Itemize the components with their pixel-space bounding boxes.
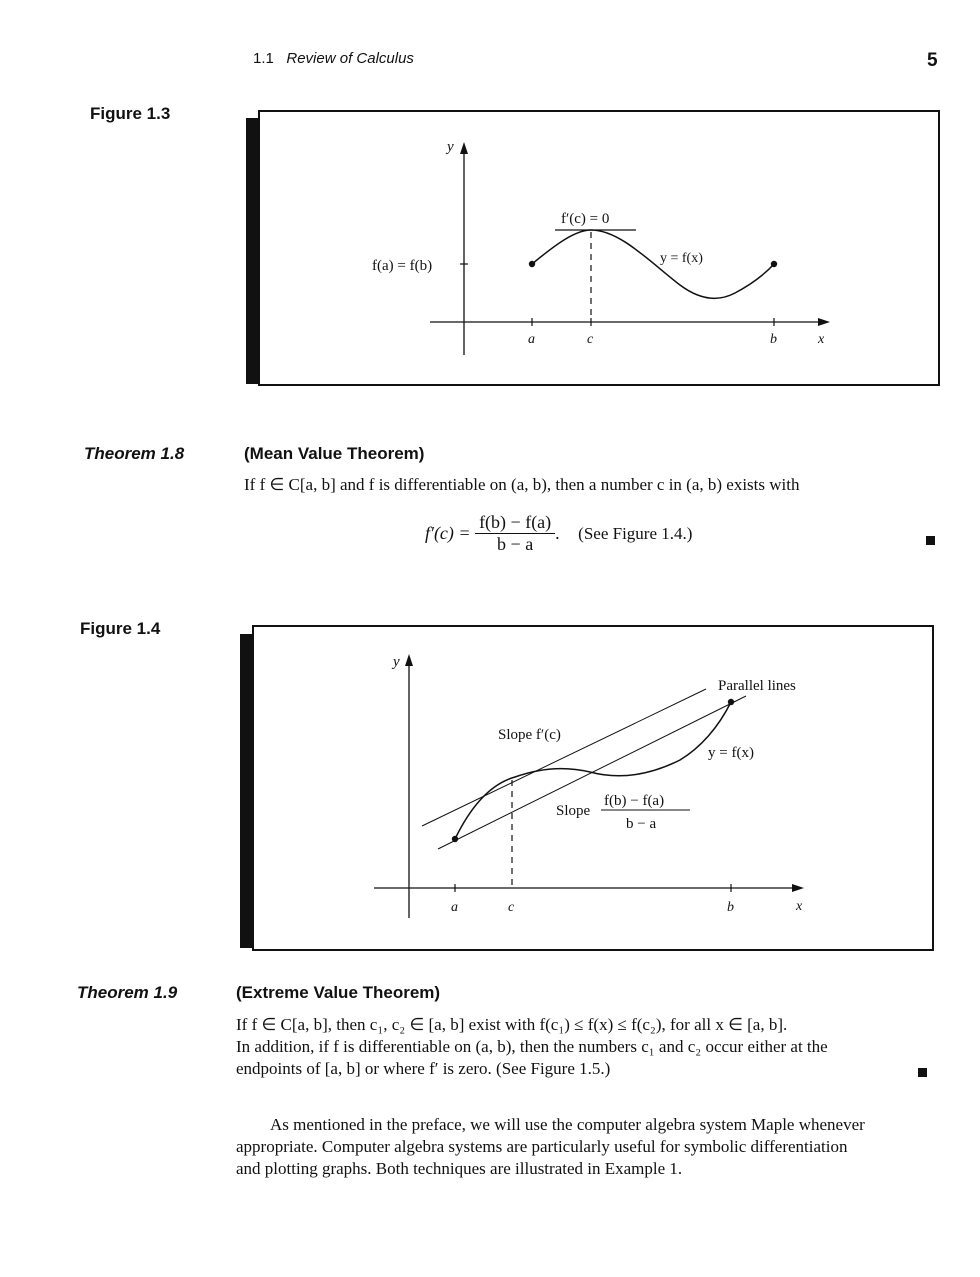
theorem-1-9-label: Theorem 1.9	[77, 983, 178, 1002]
mean-value-equation	[425, 512, 692, 555]
paragraph-line-1: As mentioned in the preface, we will use the computer algebra system Maple whenever	[270, 1115, 865, 1134]
section-title: Review of Calculus	[286, 50, 414, 67]
equation-dot: .	[555, 523, 560, 543]
section-number: 1.1	[253, 50, 274, 67]
equation-figure-ref: (See Figure 1.4.)	[578, 523, 693, 543]
tangent-label: f′(c) = 0	[561, 211, 610, 227]
figure-1-3-graph	[0, 0, 980, 400]
theorem-1-8-statement: If f ∈ C[a, b] and f is differentiable on (a, b), then a number c in (a, b) exists with	[244, 475, 800, 494]
slope-denominator: b − a	[626, 816, 657, 832]
figure-1-4-label: Figure 1.4	[80, 619, 161, 638]
equation-numerator: f(b) − f(a)	[475, 512, 555, 534]
x-axis-label: x	[796, 899, 803, 914]
y-axis-label: y	[447, 139, 454, 155]
tick-c-label: c	[508, 900, 515, 915]
theorem-1-9-line-1: If f ∈ C[a, b], then c₁, c₂ ∈ [a, b] exist with f(c₁) ≤ f(x) ≤ f(c₂), for all x ∈ [a, b].	[236, 1015, 788, 1034]
y-axis-label: y	[393, 654, 400, 670]
figure-1-3-label: Figure 1.3	[90, 104, 171, 123]
parallel-lines-label: Parallel lines	[718, 678, 796, 694]
theorem-1-9-title: (Extreme Value Theorem)	[236, 983, 441, 1002]
tick-a-label: a	[451, 900, 458, 915]
theorem-1-9-line-2: In addition, if f is differentiable on (a, b), then the numbers c₁ and c₂ occur either at the	[236, 1037, 828, 1056]
qed-square	[926, 536, 935, 545]
equation-denominator: b − a	[497, 534, 534, 554]
paragraph-line-3: and plotting graphs. Both techniques are illustrated in Example 1.	[236, 1159, 683, 1178]
equation-lhs: f′(c) =	[425, 523, 471, 543]
theorem-1-9-line-3: endpoints of [a, b] or where f′ is zero. (See Figure 1.5.)	[236, 1059, 611, 1078]
tick-b-label: b	[770, 332, 777, 347]
theorem-1-8-label: Theorem 1.8	[84, 444, 185, 463]
theorem-1-8-title: (Mean Value Theorem)	[244, 444, 425, 463]
tick-c-label: c	[587, 332, 594, 347]
qed-square	[918, 1068, 927, 1077]
paragraph-line-2: appropriate. Computer algebra systems are particularly useful for symbolic differentiation	[236, 1137, 848, 1156]
theorem-1-9-body	[236, 1014, 936, 1080]
tick-a-label: a	[528, 332, 535, 347]
slope-fc-label: Slope f′(c)	[498, 727, 561, 743]
fa-fb-label: f(a) = f(b)	[372, 258, 433, 274]
curve-label: y = f(x)	[660, 251, 703, 266]
body-paragraph	[236, 1114, 936, 1180]
tick-b-label: b	[727, 900, 734, 915]
slope-word: Slope	[556, 803, 591, 819]
page-number: 5	[927, 50, 938, 71]
figure-1-4-graph	[0, 600, 980, 960]
slope-numerator: f(b) − f(a)	[604, 793, 665, 809]
curve-label: y = f(x)	[708, 745, 754, 761]
x-axis-label: x	[818, 332, 825, 347]
